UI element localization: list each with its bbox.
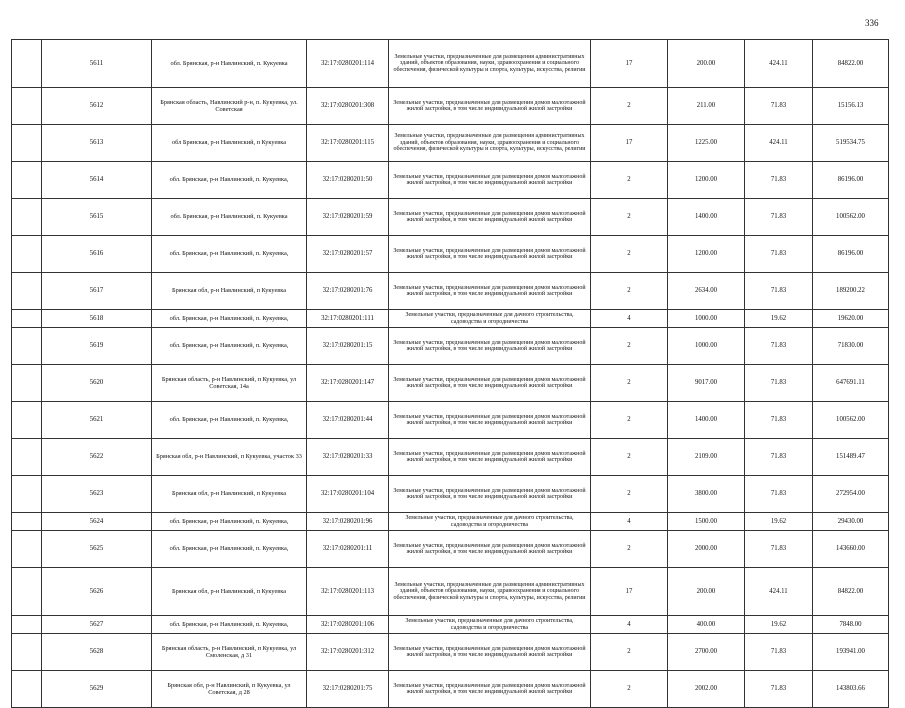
area-cell: 2002.00 (668, 671, 745, 708)
table-body (12, 40, 889, 708)
cadastral-number-cell: 32:17:0280201:106 (307, 616, 389, 634)
cadastral-value-cell: 100562.00 (813, 402, 889, 439)
rate-cell: 71.83 (745, 88, 813, 125)
cadastral-value-cell: 647691.11 (813, 365, 889, 402)
area-cell: 2700.00 (668, 634, 745, 671)
land-use-cell: Земельные участки, предназначенные для размещения домов малоэтажной жилой застройки, в том числе индивидуальной жилой застройки (389, 476, 591, 513)
table-row (12, 125, 889, 162)
blank-cell (12, 40, 42, 88)
cadastral-value-cell: 272954.00 (813, 476, 889, 513)
blank-cell (12, 310, 42, 328)
cadastral-number-cell: 32:17:0280201:114 (307, 40, 389, 88)
area-cell: 400.00 (668, 616, 745, 634)
blank-cell (12, 439, 42, 476)
address-cell: Брянская обл, р-н Навлинский, п Кукуевка (152, 568, 307, 616)
area-cell: 211.00 (668, 88, 745, 125)
row-number-cell: 5620 (42, 365, 152, 402)
area-cell: 1200.00 (668, 236, 745, 273)
land-use-cell: Земельные участки, предназначенные для размещения домов малоэтажной жилой застройки, в том числе индивидуальной жилой застройки (389, 439, 591, 476)
cadastral-number-cell: 32:17:0280201:11 (307, 531, 389, 568)
address-cell: Брянская обл, р-н Навлинский, п Кукуевка (152, 476, 307, 513)
area-cell: 1400.00 (668, 199, 745, 236)
group-cell: 17 (591, 125, 668, 162)
table-row (12, 616, 889, 634)
cadastral-number-cell: 32:17:0280201:308 (307, 88, 389, 125)
address-cell: обл. Брянская, р-н Навлинский, п. Кукуевка, (152, 310, 307, 328)
address-cell: Брянская обл, р-н Навлинский, п Кукуевка, ул Советская, д 28 (152, 671, 307, 708)
cadastral-number-cell: 32:17:0280201:59 (307, 199, 389, 236)
row-number-cell: 5624 (42, 513, 152, 531)
cadastral-number-cell: 32:17:0280201:111 (307, 310, 389, 328)
cadastral-number-cell: 32:17:0280201:15 (307, 328, 389, 365)
group-cell: 2 (591, 402, 668, 439)
blank-cell (12, 365, 42, 402)
cadastral-number-cell: 32:17:0280201:104 (307, 476, 389, 513)
group-cell: 2 (591, 531, 668, 568)
table-row (12, 531, 889, 568)
cadastral-value-cell: 151489.47 (813, 439, 889, 476)
land-use-cell: Земельные участки, предназначенные для размещения домов малоэтажной жилой застройки, в том числе индивидуальной жилой застройки (389, 328, 591, 365)
table-row (12, 513, 889, 531)
area-cell: 1225.00 (668, 125, 745, 162)
blank-cell (12, 88, 42, 125)
cadastral-value-cell: 189200.22 (813, 273, 889, 310)
area-cell: 2000.00 (668, 531, 745, 568)
cadastral-number-cell: 32:17:0280201:50 (307, 162, 389, 199)
cadastral-number-cell: 32:17:0280201:76 (307, 273, 389, 310)
address-cell: Брянская обл, р-н Навлинский, п Кукуевка, участок 33 (152, 439, 307, 476)
rate-cell: 424.11 (745, 40, 813, 88)
address-cell: обл Брянская, р-н Навлинский, п Кукуевка (152, 125, 307, 162)
cadastral-number-cell: 32:17:0280201:44 (307, 402, 389, 439)
row-number-cell: 5621 (42, 402, 152, 439)
cadastral-value-cell: 84822.00 (813, 568, 889, 616)
area-cell: 1000.00 (668, 310, 745, 328)
rate-cell: 71.83 (745, 476, 813, 513)
area-cell: 1200.00 (668, 162, 745, 199)
area-cell: 2109.00 (668, 439, 745, 476)
blank-cell (12, 513, 42, 531)
cadastral-number-cell: 32:17:0280201:312 (307, 634, 389, 671)
rate-cell: 71.83 (745, 162, 813, 199)
cadastral-value-cell: 86196.00 (813, 162, 889, 199)
group-cell: 2 (591, 439, 668, 476)
cadastral-number-cell: 32:17:0280201:96 (307, 513, 389, 531)
rate-cell: 424.11 (745, 568, 813, 616)
land-use-cell: Земельные участки, предназначенные для размещения домов малоэтажной жилой застройки, в том числе индивидуальной жилой застройки (389, 236, 591, 273)
cadastral-value-cell: 519534.75 (813, 125, 889, 162)
group-cell: 2 (591, 199, 668, 236)
cadastral-number-cell: 32:17:0280201:147 (307, 365, 389, 402)
land-use-cell: Земельные участки, предназначенные для размещения административных зданий, объектов образования, науки, здравоохранения и социального обеспечения, физической культуры и спорта, культуры, искусства, религии (389, 40, 591, 88)
blank-cell (12, 199, 42, 236)
land-use-cell: Земельные участки, предназначенные для размещения домов малоэтажной жилой застройки, в том числе индивидуальной жилой застройки (389, 671, 591, 708)
cadastral-number-cell: 32:17:0280201:33 (307, 439, 389, 476)
address-cell: обл. Брянская, р-н Навлинский, п. Кукуевка, (152, 531, 307, 568)
land-use-cell: Земельные участки, предназначенные для размещения административных зданий, объектов образования, науки, здравоохранения и социального обеспечения, физической культуры и спорта, культуры, искусства, религии (389, 125, 591, 162)
group-cell: 2 (591, 476, 668, 513)
table-row (12, 199, 889, 236)
land-use-cell: Земельные участки, предназначенные для размещения домов малоэтажной жилой застройки, в том числе индивидуальной жилой застройки (389, 273, 591, 310)
cadastral-value-cell: 100562.00 (813, 199, 889, 236)
blank-cell (12, 476, 42, 513)
cadastral-number-cell: 32:17:0280201:75 (307, 671, 389, 708)
land-use-cell: Земельные участки, предназначенные для размещения административных зданий, объектов образования, науки, здравоохранения и социального обеспечения, физической культуры и спорта, культуры, искусства, религии (389, 568, 591, 616)
rate-cell: 71.83 (745, 365, 813, 402)
blank-cell (12, 273, 42, 310)
cadastral-value-cell: 19620.00 (813, 310, 889, 328)
group-cell: 2 (591, 236, 668, 273)
address-cell: обл. Брянская, р-н Навлинский, п. Кукуевка, (152, 162, 307, 199)
cadastral-number-cell: 32:17:0280201:113 (307, 568, 389, 616)
cadastral-value-cell: 143803.66 (813, 671, 889, 708)
rate-cell: 424.11 (745, 125, 813, 162)
cadastral-value-cell: 15156.13 (813, 88, 889, 125)
area-cell: 1000.00 (668, 328, 745, 365)
table-row (12, 671, 889, 708)
rate-cell: 19.62 (745, 310, 813, 328)
table-row (12, 273, 889, 310)
land-use-cell: Земельные участки, предназначенные для размещения домов малоэтажной жилой застройки, в том числе индивидуальной жилой застройки (389, 531, 591, 568)
group-cell: 2 (591, 273, 668, 310)
group-cell: 4 (591, 310, 668, 328)
group-cell: 4 (591, 513, 668, 531)
row-number-cell: 5622 (42, 439, 152, 476)
table-row (12, 568, 889, 616)
land-use-cell: Земельные участки, предназначенные для размещения домов малоэтажной жилой застройки, в том числе индивидуальной жилой застройки (389, 365, 591, 402)
cadastral-number-cell: 32:17:0280201:115 (307, 125, 389, 162)
table-row (12, 310, 889, 328)
land-use-cell: Земельные участки, предназначенные для дачного строительства, садоводства и огородничества (389, 310, 591, 328)
area-cell: 2634.00 (668, 273, 745, 310)
blank-cell (12, 616, 42, 634)
cadastral-value-cell: 193941.00 (813, 634, 889, 671)
group-cell: 2 (591, 365, 668, 402)
land-use-cell: Земельные участки, предназначенные для дачного строительства, садоводства и огородничества (389, 513, 591, 531)
row-number-cell: 5615 (42, 199, 152, 236)
row-number-cell: 5627 (42, 616, 152, 634)
land-use-cell: Земельные участки, предназначенные для размещения домов малоэтажной жилой застройки, в том числе индивидуальной жилой застройки (389, 162, 591, 199)
blank-cell (12, 531, 42, 568)
table-row (12, 162, 889, 199)
rate-cell: 71.83 (745, 634, 813, 671)
address-cell: обл. Брянская, р-н Навлинский, п. Кукуевка, (152, 236, 307, 273)
row-number-cell: 5616 (42, 236, 152, 273)
group-cell: 17 (591, 568, 668, 616)
rate-cell: 71.83 (745, 531, 813, 568)
cadastral-value-cell: 7848.00 (813, 616, 889, 634)
area-cell: 1400.00 (668, 402, 745, 439)
rate-cell: 71.83 (745, 328, 813, 365)
address-cell: Брянская область, р-н Навлинский, п Кукуевка, ул Смоленская, д 31 (152, 634, 307, 671)
area-cell: 3800.00 (668, 476, 745, 513)
address-cell: обл. Брянская, р-н Навлинский, п. Кукуевка, (152, 402, 307, 439)
group-cell: 2 (591, 328, 668, 365)
table-row (12, 40, 889, 88)
rate-cell: 19.62 (745, 513, 813, 531)
row-number-cell: 5613 (42, 125, 152, 162)
blank-cell (12, 671, 42, 708)
cadastral-value-cell: 84822.00 (813, 40, 889, 88)
row-number-cell: 5629 (42, 671, 152, 708)
table-row (12, 236, 889, 273)
rate-cell: 71.83 (745, 439, 813, 476)
address-cell: обл. Брянская, р-н Навлинский, п. Кукуевка, (152, 328, 307, 365)
page-number: 336 (865, 18, 879, 28)
land-use-cell: Земельные участки, предназначенные для размещения домов малоэтажной жилой застройки, в том числе индивидуальной жилой застройки (389, 634, 591, 671)
cadastral-value-cell: 71830.00 (813, 328, 889, 365)
blank-cell (12, 236, 42, 273)
rate-cell: 71.83 (745, 199, 813, 236)
rate-cell: 71.83 (745, 273, 813, 310)
group-cell: 2 (591, 634, 668, 671)
table-row (12, 402, 889, 439)
table-row (12, 365, 889, 402)
table-row (12, 476, 889, 513)
cadastral-value-cell: 86196.00 (813, 236, 889, 273)
address-cell: обл. Брянская, р-н Навлинский, п. Кукуевка, (152, 616, 307, 634)
area-cell: 1500.00 (668, 513, 745, 531)
blank-cell (12, 402, 42, 439)
address-cell: обл. Брянская, р-н Навлинский, п. Кукуевка (152, 199, 307, 236)
table-row (12, 88, 889, 125)
cadastral-number-cell: 32:17:0280201:57 (307, 236, 389, 273)
row-number-cell: 5618 (42, 310, 152, 328)
group-cell: 2 (591, 162, 668, 199)
address-cell: Брянская обл, р-н Навлинский, п Кукуевка (152, 273, 307, 310)
blank-cell (12, 162, 42, 199)
table-row (12, 328, 889, 365)
address-cell: обл. Брянская, р-н Навлинский, п. Кукуевка, (152, 513, 307, 531)
rate-cell: 19.62 (745, 616, 813, 634)
cadastral-value-cell: 143660.00 (813, 531, 889, 568)
group-cell: 2 (591, 88, 668, 125)
land-plots-table (11, 39, 889, 708)
row-number-cell: 5623 (42, 476, 152, 513)
blank-cell (12, 328, 42, 365)
table-row (12, 439, 889, 476)
area-cell: 9017.00 (668, 365, 745, 402)
row-number-cell: 5626 (42, 568, 152, 616)
cadastral-value-cell: 29430.00 (813, 513, 889, 531)
address-cell: обл. Брянская, р-н Навлинский, п. Кукуевка (152, 40, 307, 88)
land-use-cell: Земельные участки, предназначенные для размещения домов малоэтажной жилой застройки, в том числе индивидуальной жилой застройки (389, 199, 591, 236)
row-number-cell: 5625 (42, 531, 152, 568)
land-use-cell: Земельные участки, предназначенные для дачного строительства, садоводства и огородничества (389, 616, 591, 634)
land-use-cell: Земельные участки, предназначенные для размещения домов малоэтажной жилой застройки, в том числе индивидуальной жилой застройки (389, 402, 591, 439)
rate-cell: 71.83 (745, 402, 813, 439)
rate-cell: 71.83 (745, 671, 813, 708)
rate-cell: 71.83 (745, 236, 813, 273)
blank-cell (12, 634, 42, 671)
area-cell: 200.00 (668, 40, 745, 88)
row-number-cell: 5628 (42, 634, 152, 671)
group-cell: 4 (591, 616, 668, 634)
row-number-cell: 5619 (42, 328, 152, 365)
row-number-cell: 5612 (42, 88, 152, 125)
table-row (12, 634, 889, 671)
blank-cell (12, 568, 42, 616)
address-cell: Брянская область, Навлинский р-н, п. Кукуевка, ул. Советская (152, 88, 307, 125)
land-use-cell: Земельные участки, предназначенные для размещения домов малоэтажной жилой застройки, в том числе индивидуальной жилой застройки (389, 88, 591, 125)
group-cell: 17 (591, 40, 668, 88)
area-cell: 200.00 (668, 568, 745, 616)
group-cell: 2 (591, 671, 668, 708)
address-cell: Брянская область, р-н Навлинский, п Кукуевка, ул Советская, 14а (152, 365, 307, 402)
blank-cell (12, 125, 42, 162)
row-number-cell: 5617 (42, 273, 152, 310)
row-number-cell: 5611 (42, 40, 152, 88)
row-number-cell: 5614 (42, 162, 152, 199)
